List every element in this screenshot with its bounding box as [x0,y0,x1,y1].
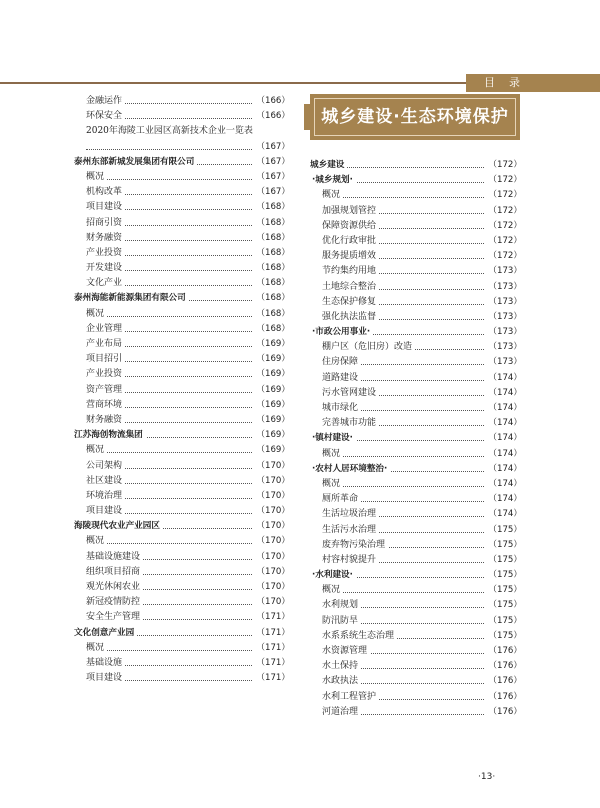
toc-heading-entry[interactable] [74,291,290,306]
toc-entry-label: 概况 [74,643,107,653]
toc-entry[interactable] [310,401,522,416]
toc-entry-label: 概况 [310,190,343,200]
toc-entry-label: 安全生产管理 [74,612,143,622]
toc-heading-entry[interactable] [310,173,522,188]
toc-entry[interactable] [310,523,522,538]
toc-entry-label: 财务融资 [74,233,125,243]
page-number: ·13· [478,772,496,782]
toc-entry[interactable] [74,216,290,231]
toc-entry-page: （176） [485,690,522,705]
toc-entry-page: （169） [253,383,290,398]
toc-entry-page: （169） [253,398,290,413]
toc-entry[interactable] [74,504,290,519]
toc-entry-label: 防汛防旱 [310,616,361,626]
toc-entry-label: 棚户区（危旧房）改造 [310,342,415,352]
toc-entry-page: （166） [253,109,290,124]
toc-entry-page: （170） [253,580,290,595]
toc-entry-page: （170） [253,550,290,565]
toc-entry-page: （173） [485,355,522,370]
toc-entry[interactable] [74,656,290,671]
toc-entry[interactable] [310,538,522,553]
toc-entry[interactable] [74,140,290,155]
toc-entry[interactable] [310,219,522,234]
toc-entry[interactable] [310,249,522,264]
toc-entry[interactable] [74,231,290,246]
toc-entry-page: （175） [485,523,522,538]
toc-entry[interactable] [310,492,522,507]
toc-entry-page: （170） [253,474,290,489]
toc-entry-label: 概况 [74,536,107,546]
toc-heading-entry[interactable] [310,431,522,446]
toc-entry-page: （167） [253,185,290,200]
toc-entry[interactable] [74,474,290,489]
toc-entry[interactable] [310,340,522,355]
toc-entry-page: （166） [253,94,290,109]
toc-entry-label: 城乡建设 [310,160,347,170]
toc-entry-label: 保障资源供给 [310,221,379,231]
toc-entry[interactable] [310,614,522,629]
toc-entry-page: （173） [485,310,522,325]
toc-entry-page: （172） [485,158,522,173]
toc-entry-label: 水政执法 [310,676,361,686]
toc-entry-label: 节约集约用地 [310,266,379,276]
toc-entry-page: （171） [253,610,290,625]
toc-entry-page: （169） [253,413,290,428]
toc-heading-entry[interactable] [74,155,290,170]
toc-entry-label: 产业投资 [74,369,125,379]
toc-entry-page: （170） [253,534,290,549]
toc-entry-label: 生活污水治理 [310,525,379,535]
leader-dots [86,149,258,150]
toc-heading-entry[interactable] [74,519,290,534]
toc-entry-page: （170） [253,595,290,610]
toc-entry-page: （173） [485,340,522,355]
toc-entry-page: （168） [253,307,290,322]
toc-entry[interactable] [74,610,290,625]
toc-entry[interactable] [74,337,290,352]
toc-entry-label: 环境治理 [74,491,125,501]
toc-entry[interactable] [310,416,522,431]
toc-entry-page: （169） [253,367,290,382]
toc-entry-page: （173） [485,280,522,295]
toc-entry[interactable] [74,307,290,322]
toc-entry-label: 新冠疫情防控 [74,597,143,607]
toc-entry-label: 基础设施 [74,658,125,668]
toc-entry-label: 土地综合整治 [310,282,379,292]
toc-entry[interactable] [310,447,522,462]
toc-entry[interactable] [74,443,290,458]
toc-entry[interactable] [310,188,522,203]
toc-entry-label: ·市政公用事业· [310,327,373,337]
toc-entry[interactable] [310,264,522,279]
toc-entry-page: （174） [485,447,522,462]
toc-entry-page: （172） [485,219,522,234]
toc-entry-label: 公司架构 [74,461,125,471]
toc-entry[interactable] [310,629,522,644]
toc-entry-page: （168） [253,276,290,291]
toc-entry-label: 环保安全 [74,111,125,121]
toc-entry-label: 概况 [74,172,107,182]
toc-entry-label: 文化产业 [74,278,125,288]
toc-entry-page: （172） [485,188,522,203]
toc-entry-label: 加强规划管控 [310,206,379,216]
toc-entry-page: （174） [485,371,522,386]
toc-entry-label: 完善城市功能 [310,418,379,428]
toc-right-list [310,158,522,720]
toc-entry[interactable] [310,386,522,401]
toc-entry-page: （170） [253,519,290,534]
toc-entry-page: （168） [253,216,290,231]
toc-entry-label: 项目建设 [74,506,125,516]
toc-entry-label: 企业管理 [74,324,125,334]
toc-entry[interactable] [74,489,290,504]
toc-entry-label: 概况 [310,449,343,459]
toc-entry-label: 社区建设 [74,476,125,486]
toc-entry[interactable] [74,413,290,428]
toc-entry-page: （167） [253,170,290,185]
toc-entry-label: 城市绿化 [310,403,361,413]
toc-entry[interactable] [74,109,290,124]
toc-entry[interactable] [74,595,290,610]
toc-entry-page: （171） [253,626,290,641]
toc-entry-page: （174） [485,462,522,477]
toc-entry[interactable] [310,371,522,386]
toc-entry[interactable] [74,200,290,215]
toc-entry[interactable] [310,477,522,492]
toc-entry-label: 产业投资 [74,248,125,258]
toc-entry-page: （171） [253,656,290,671]
toc-entry-label: 海陵现代农业产业园区 [74,521,163,531]
toc-entry-page: （168） [253,246,290,261]
toc-entry[interactable] [74,170,290,185]
toc-entry-page: （168） [253,322,290,337]
toc-entry-page: （174） [485,477,522,492]
toc-entry-label: 水系系统生态治理 [310,631,397,641]
toc-entry[interactable] [310,705,522,720]
toc-entry-page: （175） [485,583,522,598]
toc-heading-entry[interactable] [310,158,522,173]
toc-entry[interactable] [74,459,290,474]
toc-entry-page: （168） [253,200,290,215]
toc-entry-page: （175） [485,598,522,613]
toc-entry[interactable] [310,583,522,598]
toc-entry-page: （175） [485,553,522,568]
toc-entry-label: 开发建设 [74,263,125,273]
toc-entry-label: 服务提质增效 [310,251,379,261]
toc-entry-page: （176） [485,705,522,720]
toc-entry-label: 招商引资 [74,218,125,228]
toc-entry-label: 水资源管理 [310,646,370,656]
toc-entry-page: （175） [485,629,522,644]
toc-entry-page: （169） [253,337,290,352]
toc-entry[interactable] [74,565,290,580]
section-title-banner [310,94,520,140]
toc-entry-page: （171） [253,641,290,656]
toc-entry-page: （169） [253,352,290,367]
toc-entry-page: （170） [253,489,290,504]
toc-entry-label: 财务融资 [74,415,125,425]
toc-entry[interactable] [310,598,522,613]
toc-entry-label: 项目建设 [74,202,125,212]
toc-entry-label: 组织项目招商 [74,567,143,577]
toc-entry-label: ·水利建设· [310,570,356,580]
toc-entry-label: 文化创意产业园 [74,628,137,638]
toc-entry-label: 营商环境 [74,400,125,410]
toc-entry-page: （169） [253,443,290,458]
toc-entry[interactable] [74,276,290,291]
toc-entry[interactable] [310,659,522,674]
toc-entry-page: （173） [485,325,522,340]
toc-entry[interactable] [74,641,290,656]
toc-entry[interactable] [310,690,522,705]
toc-entry-label: 河道治理 [310,707,361,717]
toc-entry[interactable] [74,398,290,413]
toc-entry-label: 水利规划 [310,600,361,610]
toc-entry-label: 优化行政审批 [310,236,379,246]
toc-entry-page: （173） [485,264,522,279]
toc-entry-page: （172） [485,234,522,249]
toc-entry-page: （174） [485,431,522,446]
toc-entry[interactable] [310,644,522,659]
toc-right-column [310,94,522,720]
toc-entry-label: 江苏海创物流集团 [74,430,146,440]
toc-entry-label: 污水管网建设 [310,388,379,398]
toc-entry[interactable] [310,507,522,522]
header-rule [0,82,466,84]
toc-entry-label: 泰州东部新城发展集团有限公司 [74,157,197,167]
toc-entry-label: 项目招引 [74,354,125,364]
toc-entry[interactable] [310,553,522,568]
toc-entry-label: 概况 [310,585,343,595]
toc-entry-page: （170） [253,459,290,474]
toc-entry[interactable] [74,322,290,337]
toc-entry-page: （168） [253,291,290,306]
toc-entry-label: 强化执法监督 [310,312,379,322]
toc-entry[interactable] [310,355,522,370]
toc-entry-page: （167） [253,140,290,155]
toc-entry-label: ·镇村建设· [310,433,356,443]
toc-entry[interactable] [74,261,290,276]
toc-entry[interactable] [310,234,522,249]
contents-tab: 目录 [466,74,600,92]
toc-entry[interactable] [310,295,522,310]
toc-entry-label: 生态保护修复 [310,297,379,307]
toc-entry[interactable] [74,550,290,565]
toc-left-column [74,94,290,686]
toc-entry[interactable] [74,352,290,367]
toc-entry-label: ·城乡规划· [310,175,356,185]
toc-entry[interactable] [74,383,290,398]
toc-entry-label: 金融运作 [74,96,125,106]
toc-entry[interactable] [74,185,290,200]
toc-entry-label: 厕所革命 [310,494,361,504]
toc-entry-page: （168） [253,231,290,246]
toc-entry-page: （174） [485,401,522,416]
toc-entry[interactable] [74,367,290,382]
toc-entry[interactable] [310,280,522,295]
toc-heading-entry[interactable] [74,428,290,443]
toc-entry-page: （171） [253,671,290,686]
toc-entry[interactable] [74,580,290,595]
toc-entry[interactable] [74,671,290,686]
toc-entry-label: 概况 [310,479,343,489]
toc-entry-page: （175） [485,568,522,583]
toc-entry-page: （169） [253,428,290,443]
toc-entry-page: （174） [485,492,522,507]
toc-entry-page: （175） [485,614,522,629]
toc-entry-page: （176） [485,644,522,659]
toc-entry-page: （172） [485,249,522,264]
toc-entry-page: （174） [485,507,522,522]
toc-entry-label: ·农村人居环境整治· [310,464,390,474]
toc-entry-label: 村容村貌提升 [310,555,379,565]
toc-entry-page: （175） [485,538,522,553]
toc-heading-entry[interactable] [310,462,522,477]
toc-heading-entry[interactable] [310,325,522,340]
toc-entry[interactable] [74,246,290,261]
header-bar [0,74,600,92]
toc-entry-label: 水土保持 [310,661,361,671]
toc-entry-label: 道路建设 [310,373,361,383]
section-title: 城乡建设·生态环境保护 [321,107,509,127]
toc-entry-page: （174） [485,416,522,431]
toc-heading-entry[interactable] [74,626,290,641]
toc-entry-label: 机构改革 [74,187,125,197]
toc-entry-page: （170） [253,504,290,519]
toc-entry-label: 产业布局 [74,339,125,349]
toc-entry-label: 废弃物污染治理 [310,540,388,550]
toc-entry-page: （176） [485,659,522,674]
toc-entry[interactable] [310,310,522,325]
toc-entry[interactable] [310,204,522,219]
toc-entry-label: 生活垃圾治理 [310,509,379,519]
toc-entry-page: （176） [485,674,522,689]
toc-entry-page: （170） [253,565,290,580]
toc-entry[interactable] [74,94,290,109]
toc-entry-label: 水利工程管护 [310,692,379,702]
toc-entry[interactable] [74,534,290,549]
toc-entry-label: 概况 [74,445,107,455]
toc-entry-label: 泰州海能新能源集团有限公司 [74,293,189,303]
toc-entry-page: （174） [485,386,522,401]
toc-entry-label: 住房保障 [310,357,361,367]
toc-entry[interactable] [74,124,290,139]
toc-heading-entry[interactable] [310,568,522,583]
toc-entry-page: （167） [253,155,290,170]
toc-entry[interactable] [310,674,522,689]
toc-entry-label: 项目建设 [74,673,125,683]
toc-entry-page: （172） [485,204,522,219]
toc-entry-page: （168） [253,261,290,276]
toc-entry-label: 基础设施建设 [74,552,143,562]
toc-entry-label: 资产管理 [74,385,125,395]
toc-entry-label: 2020年海陵工业园区高新技术企业一览表 [74,126,256,136]
toc-entry-page: （173） [485,295,522,310]
toc-entry-label: 观光休闲农业 [74,582,143,592]
toc-entry-label: 概况 [74,309,107,319]
toc-entry-page: （172） [485,173,522,188]
